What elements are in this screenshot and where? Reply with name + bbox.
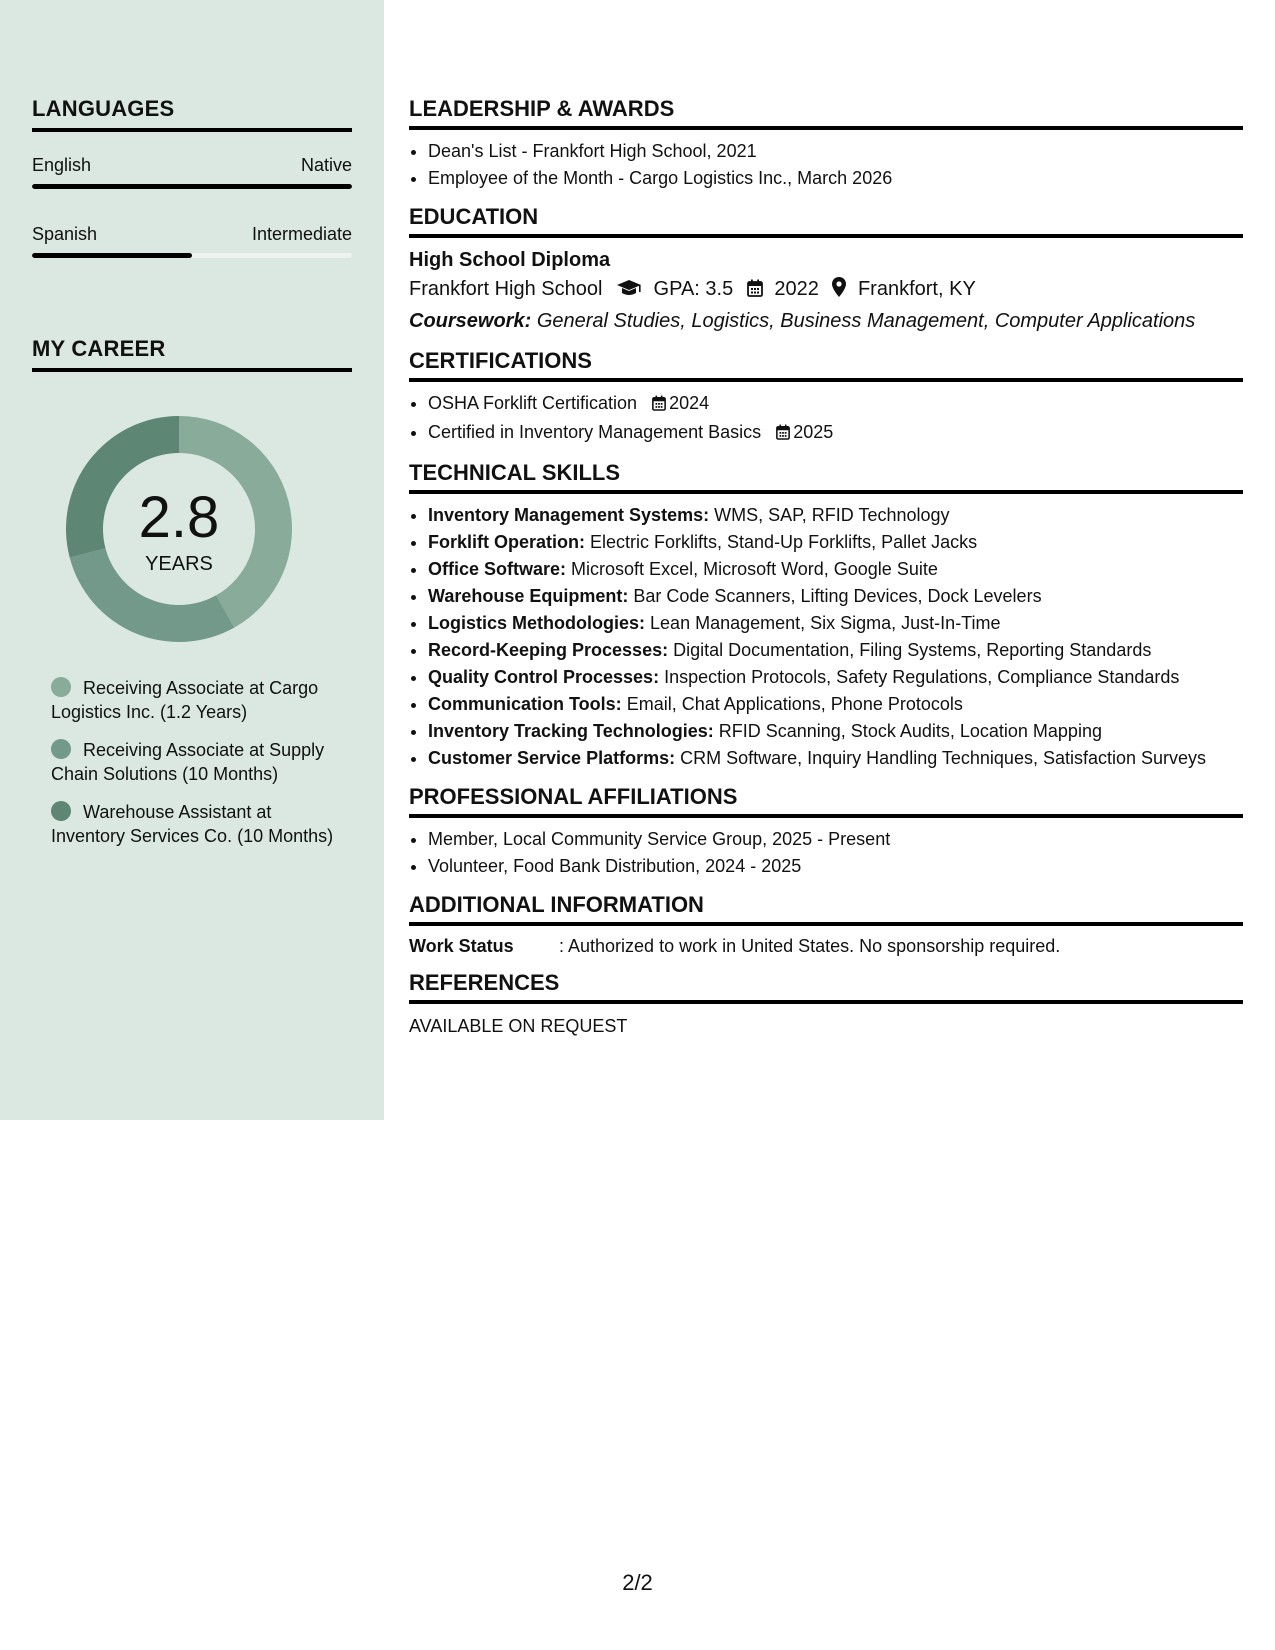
- calendar-icon: [747, 276, 763, 306]
- skill-label: Communication Tools:: [428, 694, 622, 714]
- location-pin-icon: [832, 276, 846, 306]
- skill-value: Lean Management, Six Sigma, Just-In-Time: [650, 613, 1001, 633]
- list-item: • Employee of the Month - Cargo Logistics Inc., March 2026: [428, 165, 1243, 192]
- skill-value: WMS, SAP, RFID Technology: [714, 505, 950, 525]
- career-heading: MY CAREER: [32, 336, 352, 372]
- affiliations-heading: PROFESSIONAL AFFILIATIONS: [409, 784, 1243, 818]
- skill-label: Inventory Tracking Technologies:: [428, 721, 714, 741]
- skill-item: [428, 502, 1243, 529]
- skill-item: [428, 745, 1243, 772]
- career-legend-item: [51, 800, 341, 848]
- skill-item: [428, 664, 1243, 691]
- education-heading: EDUCATION: [409, 204, 1243, 238]
- certification-item: [428, 419, 1243, 448]
- skill-label: Warehouse Equipment:: [428, 586, 629, 606]
- references-text: AVAILABLE ON REQUEST: [409, 1016, 628, 1036]
- certification-item: [428, 390, 1243, 419]
- skill-item: [428, 610, 1243, 637]
- language-item: [32, 223, 352, 258]
- coursework-label: Coursework:: [409, 310, 532, 332]
- legend-dot-icon: [51, 739, 71, 759]
- skill-item: [428, 556, 1243, 583]
- affiliations-section: [409, 784, 1243, 880]
- certifications-heading: CERTIFICATIONS: [409, 348, 1243, 382]
- career-legend-label: Receiving Associate at Supply Chain Solutions (10 Months): [51, 740, 325, 784]
- affiliations-list: [409, 826, 1243, 880]
- skill-item: [428, 583, 1243, 610]
- certifications-section: [409, 348, 1243, 448]
- calendar-icon: [652, 392, 666, 419]
- page-number: 2/2: [622, 1570, 653, 1595]
- skill-label: Office Software:: [428, 559, 567, 579]
- skill-label: Record-Keeping Processes:: [428, 640, 669, 660]
- legend-dot-icon: [51, 801, 71, 821]
- additional-section: [409, 892, 1243, 958]
- skill-value: Email, Chat Applications, Phone Protocols: [626, 694, 963, 714]
- skill-value: RFID Scanning, Stock Audits, Location Mapping: [718, 721, 1102, 741]
- leadership-list: [409, 138, 1243, 192]
- certifications-list: [409, 390, 1243, 448]
- main-content: [409, 96, 1243, 1050]
- skill-label: Logistics Methodologies:: [428, 613, 646, 633]
- graduation-year: 2022: [774, 278, 819, 300]
- career-legend-label: Warehouse Assistant at Inventory Services Co. (10 Months): [51, 802, 334, 846]
- education-details: [409, 274, 1243, 306]
- skill-item: [428, 718, 1243, 745]
- legend-dot-icon: [51, 677, 71, 697]
- career-legend-label: Receiving Associate at Cargo Logistics Inc. (1.2 Years): [51, 678, 319, 722]
- work-status-value: : Authorized to work in United States. No sponsorship required.: [559, 936, 1061, 956]
- skill-item: [428, 637, 1243, 664]
- skill-item: [428, 691, 1243, 718]
- language-proficiency-bar: [32, 184, 352, 189]
- list-item: • Dean's List - Frankfort High School, 2021: [428, 138, 1243, 165]
- skill-label: Forklift Operation:: [428, 532, 585, 552]
- graduation-cap-icon: [616, 276, 642, 306]
- skills-section: [409, 460, 1243, 772]
- school-name: Frankfort High School: [409, 278, 603, 300]
- languages-section: [32, 96, 352, 372]
- skill-item: [428, 529, 1243, 556]
- language-proficiency-fill: [32, 253, 192, 258]
- skill-value: Microsoft Excel, Microsoft Word, Google Suite: [571, 559, 938, 579]
- career-legend: [51, 676, 341, 862]
- certification-year: 2025: [793, 422, 834, 442]
- work-status-label: Work Status: [409, 936, 514, 956]
- coursework: [409, 306, 1243, 336]
- language-proficiency-fill: [32, 184, 352, 189]
- skills-list: [409, 502, 1243, 772]
- sidebar: [0, 0, 384, 1120]
- coursework-value: General Studies, Logistics, Business Management, Computer Applications: [536, 310, 1196, 332]
- references-section: [409, 970, 1243, 1038]
- additional-heading: ADDITIONAL INFORMATION: [409, 892, 1243, 926]
- language-level: Intermediate: [251, 224, 352, 244]
- skills-heading: TECHNICAL SKILLS: [409, 460, 1243, 494]
- list-item: • Volunteer, Food Bank Distribution, 2024 - 2025: [428, 853, 1243, 880]
- language-level: Native: [300, 155, 352, 175]
- school-location: Frankfort, KY: [857, 278, 976, 300]
- skill-value: CRM Software, Inquiry Handling Techniques, Satisfaction Surveys: [680, 748, 1207, 768]
- list-item: • Member, Local Community Service Group, 2025 - Present: [428, 826, 1243, 853]
- career-total-unit: YEARS: [145, 553, 213, 575]
- skill-value: Electric Forklifts, Stand-Up Forklifts, Pallet Jacks: [590, 532, 978, 552]
- certification-name: Certified in Inventory Management Basics: [428, 422, 762, 442]
- language-item: [32, 154, 352, 189]
- leadership-heading: LEADERSHIP & AWARDS: [409, 96, 1243, 130]
- career-legend-item: [51, 738, 341, 786]
- donut-center: [66, 416, 292, 642]
- work-status-row: [409, 934, 1243, 958]
- references-heading: REFERENCES: [409, 970, 1243, 1004]
- skill-value: Bar Code Scanners, Lifting Devices, Dock Levelers: [633, 586, 1042, 606]
- language-proficiency-bar: [32, 253, 352, 258]
- languages-heading: LANGUAGES: [32, 96, 352, 132]
- gpa: GPA: 3.5: [653, 278, 734, 300]
- language-name: English: [32, 155, 92, 175]
- skill-label: Inventory Management Systems:: [428, 505, 710, 525]
- degree-title: High School Diploma: [409, 249, 611, 271]
- career-total-years: 2.8: [138, 485, 220, 550]
- language-name: Spanish: [32, 224, 98, 244]
- leadership-section: [409, 96, 1243, 192]
- career-legend-item: [51, 676, 341, 724]
- certification-name: OSHA Forklift Certification: [428, 393, 638, 413]
- skill-value: Inspection Protocols, Safety Regulations, Compliance Standards: [664, 667, 1180, 687]
- career-donut-chart: [66, 416, 292, 642]
- skill-value: Digital Documentation, Filing Systems, Reporting Standards: [673, 640, 1152, 660]
- skill-label: Customer Service Platforms:: [428, 748, 676, 768]
- calendar-icon: [776, 421, 790, 448]
- education-section: [409, 204, 1243, 336]
- certification-year: 2024: [669, 393, 710, 413]
- skill-label: Quality Control Processes:: [428, 667, 660, 687]
